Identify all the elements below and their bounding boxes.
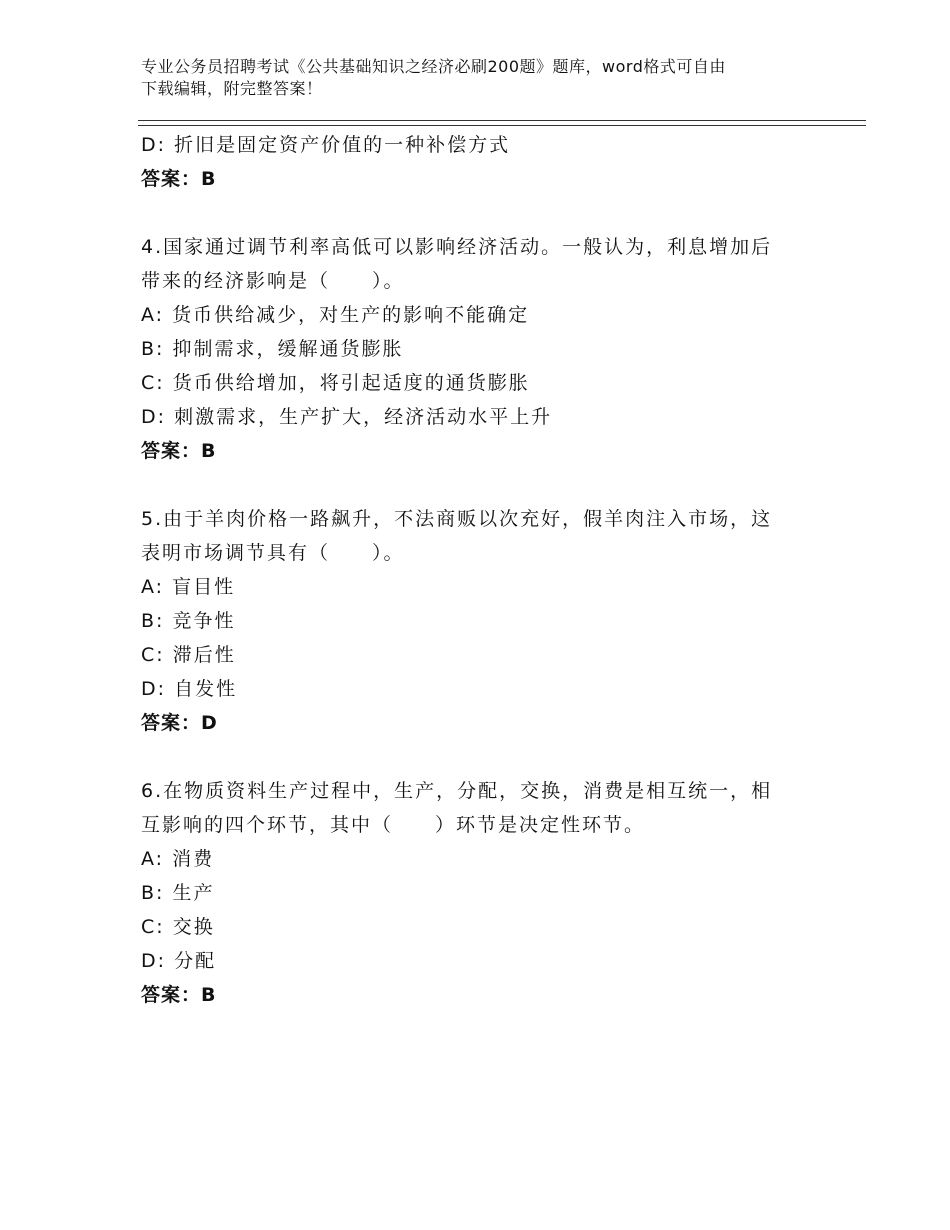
header-divider-top [138, 120, 866, 121]
option-d: D: 自发性 [141, 678, 238, 700]
question-5 [141, 502, 831, 740]
question-stem-line-1: 5.由于羊肉价格一路飙升，不法商贩以次充好，假羊肉注入市场，这 [141, 508, 773, 530]
question-stem-line-1: 6.在物质资料生产过程中，生产，分配，交换，消费是相互统一，相 [141, 780, 773, 802]
header-note [141, 56, 811, 100]
option-d: D: 分配 [141, 950, 217, 972]
header-note-line-2: 下载编辑，附完整答案！ [141, 79, 323, 98]
header-note-line-1: 专业公务员招聘考试《公共基础知识之经济必刷200题》题库，word格式可自由 [141, 57, 726, 76]
answer-line: 答案：B [141, 168, 217, 190]
option-d: D: 折旧是固定资产价值的一种补偿方式 [141, 134, 511, 156]
option-c: C: 货币供给增加，将引起适度的通货膨胀 [141, 372, 530, 394]
answer-line: 答案：D [141, 712, 218, 734]
question-list [141, 128, 831, 1012]
option-a: A: 货币供给减少，对生产的影响不能确定 [141, 304, 530, 326]
question-6 [141, 774, 831, 1012]
option-d: D: 刺激需求，生产扩大，经济活动水平上升 [141, 406, 553, 428]
option-b: B: 生产 [141, 882, 215, 904]
option-b: B: 竞争性 [141, 610, 236, 632]
question-stem-line-2: 带来的经济影响是（ ）。 [141, 270, 405, 292]
spacer [141, 196, 831, 230]
question-4 [141, 230, 831, 468]
option-a: A: 消费 [141, 848, 215, 870]
option-a: A: 盲目性 [141, 576, 236, 598]
answer-line: 答案：B [141, 440, 217, 462]
spacer [141, 468, 831, 502]
header-divider-bottom [138, 125, 866, 126]
option-c: C: 交换 [141, 916, 215, 938]
question-stem-line-1: 4.国家通过调节利率高低可以影响经济活动。一般认为，利息增加后 [141, 236, 773, 258]
answer-line: 答案：B [141, 984, 217, 1006]
question-3-tail [141, 128, 831, 196]
option-c: C: 滞后性 [141, 644, 236, 666]
option-b: B: 抑制需求，缓解通货膨胀 [141, 338, 404, 360]
question-stem-line-2: 互影响的四个环节，其中（ ）环节是决定性环节。 [141, 814, 646, 836]
spacer [141, 740, 831, 774]
question-stem-line-2: 表明市场调节具有（ ）。 [141, 542, 405, 564]
